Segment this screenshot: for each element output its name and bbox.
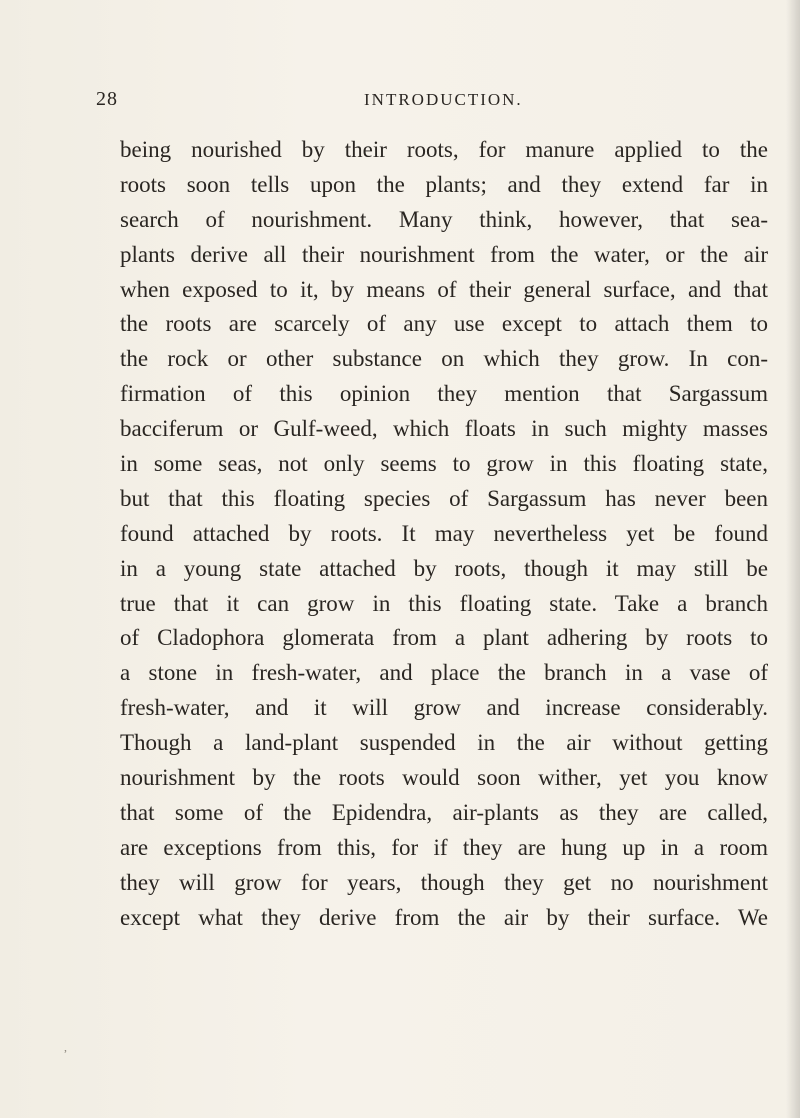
text-line: true that it can grow in this floating state. Take a branch [120, 590, 768, 616]
text-line: the rock or other substance on which they grow. In con- [120, 346, 768, 372]
running-head-title: INTRODUCTION. [364, 90, 523, 109]
text-line: that some of the Epidendra, air-plants as they are called, [120, 799, 768, 825]
text-line: are exceptions from this, for if they are hung up in a room [120, 834, 768, 860]
running-head [96, 88, 736, 116]
text-line: being nourished by their roots, for manure applied to the [120, 137, 768, 162]
text-line: Though a land-plant suspended in the air without getting [120, 730, 768, 756]
text-line: of Cladophora glomerata from a plant adhering by roots to [120, 625, 768, 651]
text-line: in a young state attached by roots, though it may still be [120, 555, 768, 581]
text-line: nourishment by the roots would soon wither, yet you know [120, 765, 768, 791]
text-line: but that this floating species of Sargassum has never been [120, 485, 768, 511]
body-text [120, 133, 768, 935]
text-line: except what they derive from the air by their surface. We [120, 904, 768, 930]
text-line: fresh-water, and it will grow and increase considerably. [120, 695, 768, 721]
text-line: in some seas, not only seems to grow in this floating state, [120, 451, 768, 477]
text-line: when exposed to it, by means of their general surface, and that [120, 276, 768, 302]
stray-mark: , [64, 1040, 67, 1054]
text-line: a stone in fresh-water, and place the branch in a vase of [120, 660, 768, 686]
text-line: search of nourishment. Many think, however, that sea- [120, 206, 768, 232]
text-line: the roots are scarcely of any use except to attach them to [120, 311, 768, 337]
text-line: firmation of this opinion they mention that Sargassum [120, 381, 768, 407]
text-line: roots soon tells upon the plants; and they extend far in [120, 171, 768, 197]
text-line: they will grow for years, though they get no nourishment [120, 869, 768, 895]
page-number: 28 [96, 88, 118, 110]
text-line: plants derive all their nourishment from the water, or the air [120, 241, 768, 267]
page-edge-shadow [786, 0, 800, 1118]
text-line: bacciferum or Gulf-weed, which floats in such mighty masses [120, 416, 768, 442]
text-line: found attached by roots. It may nevertheless yet be found [120, 520, 768, 546]
